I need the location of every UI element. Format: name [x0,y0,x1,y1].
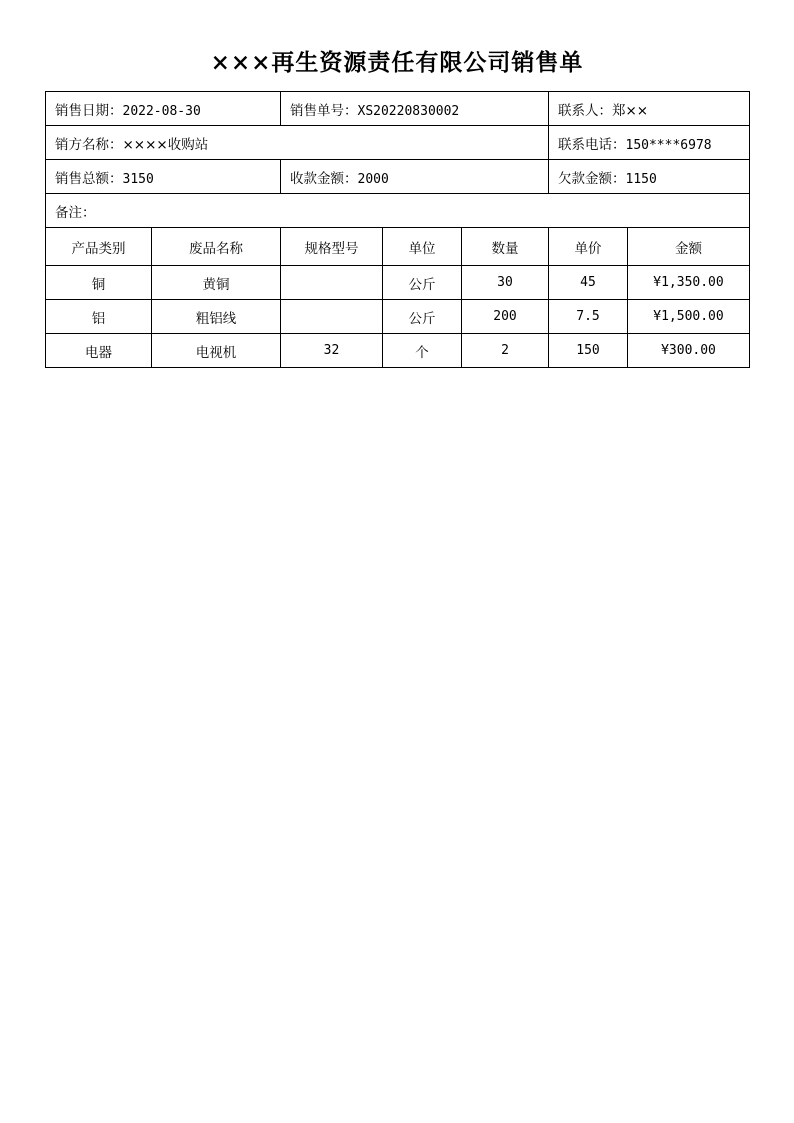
total-value: 3150 [122,171,154,187]
column-header: 金额 [628,228,750,266]
table-header-row [46,228,750,266]
quantity-cell: 200 [462,300,549,334]
owed-label: 欠款金额： [558,170,626,187]
sales-order-table [45,91,750,368]
item-name-cell: 黄铜 [152,266,281,300]
unit-cell: 公斤 [383,300,462,334]
amount-cell: ¥300.00 [628,334,750,368]
category-cell: 电器 [46,334,152,368]
quantity-cell: 30 [462,266,549,300]
received-value: 2000 [357,171,389,187]
quantity-cell: 2 [462,334,549,368]
unit-price-cell: 45 [549,266,628,300]
owed-value: 1150 [625,171,657,187]
document-title: ×××再生资源责任有限公司销售单 [210,49,584,76]
info-row-2 [46,126,750,160]
seller-label: 销方名称： [55,136,123,153]
spec-cell [281,266,383,300]
amount-cell: ¥1,500.00 [628,300,750,334]
phone-value: 150****6978 [625,137,712,153]
order-number-cell [281,92,549,126]
info-row-1 [46,92,750,126]
amount-cell: ¥1,350.00 [628,266,750,300]
sale-date-label: 销售日期： [55,102,123,119]
seller-cell [46,126,549,160]
received-cell [281,160,549,194]
column-header: 单价 [549,228,628,266]
category-cell: 铜 [46,266,152,300]
table-row [46,266,750,300]
column-header: 规格型号 [281,228,383,266]
sale-date-value: 2022-08-30 [122,103,201,119]
contact-value: 郑×× [612,102,649,119]
phone-label: 联系电话： [558,136,626,153]
unit-cell: 个 [383,334,462,368]
owed-cell [549,160,750,194]
order-number-value: XS20220830002 [357,103,460,119]
phone-cell [549,126,750,160]
column-header: 单位 [383,228,462,266]
order-number-label: 销售单号： [290,102,358,119]
column-header: 废品名称 [152,228,281,266]
contact-cell [549,92,750,126]
contact-label: 联系人： [558,102,612,119]
unit-price-cell: 150 [549,334,628,368]
category-cell: 铝 [46,300,152,334]
column-header: 产品类别 [46,228,152,266]
remarks-row [46,194,750,228]
column-header: 数量 [462,228,549,266]
remarks-label: 备注： [55,204,96,221]
unit-price-cell: 7.5 [549,300,628,334]
item-name-cell: 粗铝线 [152,300,281,334]
remarks-cell [46,194,750,228]
unit-cell: 公斤 [383,266,462,300]
spec-cell: 32 [281,334,383,368]
sale-date-cell [46,92,281,126]
total-label: 销售总额： [55,170,123,187]
received-label: 收款金额： [290,170,358,187]
info-row-3 [46,160,750,194]
table-row [46,300,750,334]
total-cell [46,160,281,194]
spec-cell [281,300,383,334]
table-row [46,334,750,368]
item-name-cell: 电视机 [152,334,281,368]
seller-value: ××××收购站 [122,136,209,153]
